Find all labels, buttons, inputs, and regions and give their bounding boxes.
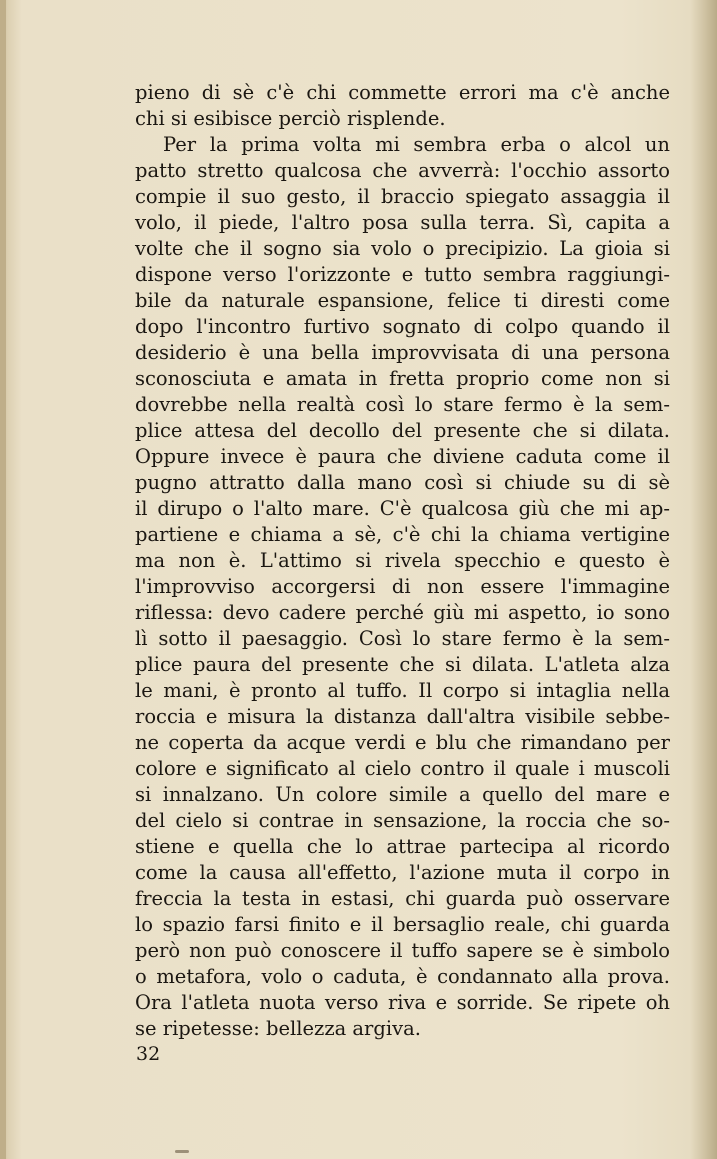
page-gutter bbox=[0, 0, 6, 1159]
text-line: patto stretto qualcosa che avverrà: l'occhio assorto bbox=[135, 159, 670, 182]
text-line: ne coperta da acque verdi e blu che rimandano per bbox=[135, 731, 670, 754]
text-line: Ora l'atleta nuota verso riva e sorride. Se ripete oh bbox=[135, 991, 670, 1014]
text-line: plice attesa del decollo del presente che si dilata. bbox=[135, 419, 670, 442]
body-text bbox=[135, 80, 670, 1042]
text-line: compie il suo gesto, il braccio spiegato assaggia il bbox=[135, 185, 670, 208]
text-line: come la causa all'effetto, l'azione muta il corpo in bbox=[135, 861, 670, 884]
text-line: Per la prima volta mi sembra erba o alcol un bbox=[163, 133, 670, 156]
text-line: dovrebbe nella realtà così lo stare fermo è la sem- bbox=[135, 393, 670, 416]
text-line: le mani, è pronto al tuffo. Il corpo si intaglia nella bbox=[135, 679, 670, 702]
text-line: freccia la testa in estasi, chi guarda può osservare bbox=[135, 887, 670, 910]
text-line: se ripetesse: bellezza argiva. bbox=[135, 1017, 421, 1040]
text-line: dispone verso l'orizzonte e tutto sembra raggiungi- bbox=[135, 263, 670, 286]
text-line: l'improvviso accorgersi di non essere l'immagine bbox=[135, 575, 670, 598]
text-line: roccia e misura la distanza dall'altra visibile sebbe- bbox=[135, 705, 670, 728]
text-line: pieno di sè c'è chi commette errori ma c'è anche bbox=[135, 81, 670, 104]
text-line: partiene e chiama a sè, c'è chi la chiama vertigine bbox=[135, 523, 670, 546]
text-line: chi si esibisce perciò risplende. bbox=[135, 107, 446, 130]
text-line: colore e significato al cielo contro il quale i muscoli bbox=[135, 757, 670, 780]
text-line: stiene e quella che lo attrae partecipa al ricordo bbox=[135, 835, 670, 858]
text-line: ma non è. L'attimo si rivela specchio e questo è bbox=[135, 549, 670, 572]
text-line: bile da naturale espansione, felice ti diresti come bbox=[135, 289, 670, 312]
text-line: del cielo si contrae in sensazione, la roccia che so- bbox=[135, 809, 670, 832]
text-line: volo, il piede, l'altro posa sulla terra. Sì, capita a bbox=[135, 211, 670, 234]
text-line: lì sotto il paesaggio. Così lo stare fermo è la sem- bbox=[135, 627, 670, 650]
text-line: riflessa: devo cadere perché giù mi aspetto, io sono bbox=[135, 601, 670, 624]
text-line: dopo l'incontro furtivo sognato di colpo quando il bbox=[135, 315, 670, 338]
text-line: plice paura del presente che si dilata. L'atleta alza bbox=[135, 653, 670, 676]
paper-speck bbox=[175, 1150, 189, 1153]
text-line: pugno attratto dalla mano così si chiude su di sè bbox=[135, 471, 670, 494]
text-line: però non può conoscere il tuffo sapere se è simbolo bbox=[135, 939, 670, 962]
text-line: si innalzano. Un colore simile a quello del mare e bbox=[135, 783, 670, 806]
text-line: Oppure invece è paura che diviene caduta come il bbox=[135, 445, 670, 468]
text-line: sconosciuta e amata in fretta proprio come non si bbox=[135, 367, 670, 390]
page-number: 32 bbox=[136, 1043, 161, 1065]
text-line: desiderio è una bella improvvisata di una persona bbox=[135, 341, 670, 364]
text-line: volte che il sogno sia volo o precipizio. La gioia si bbox=[135, 237, 670, 260]
text-line: o metafora, volo o caduta, è condannato alla prova. bbox=[135, 965, 670, 988]
text-line: lo spazio farsi finito e il bersaglio reale, chi guarda bbox=[135, 913, 670, 936]
text-line: il dirupo o l'alto mare. C'è qualcosa giù che mi ap- bbox=[135, 497, 670, 520]
